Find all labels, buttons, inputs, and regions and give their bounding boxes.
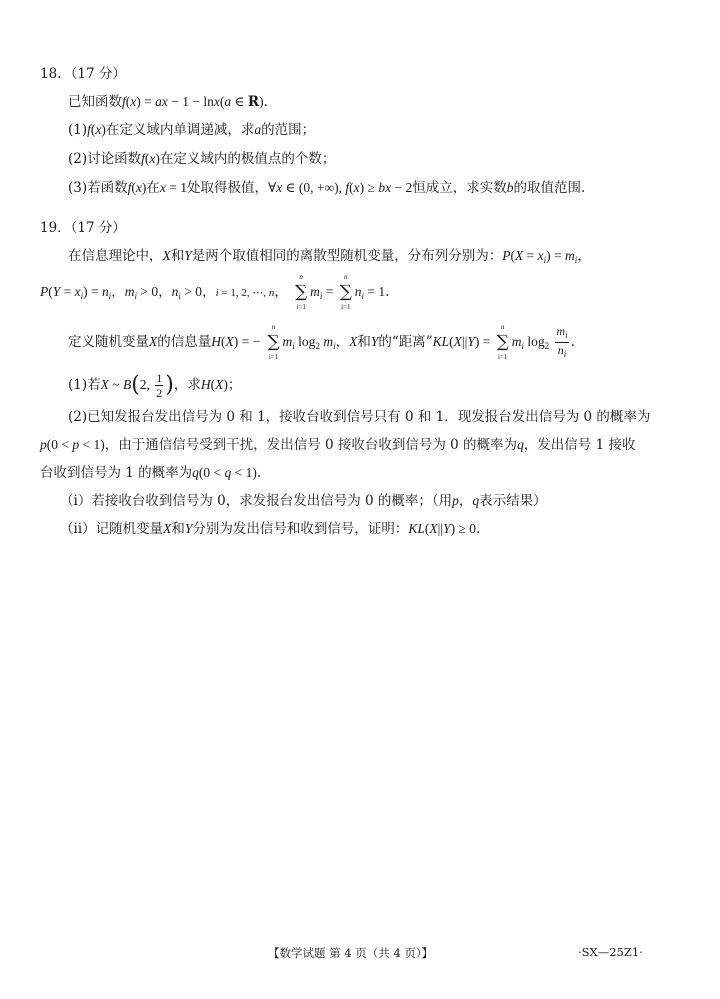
q19-header: 19．（17 分）	[40, 220, 126, 236]
q19-intro-line2: $P(Y = x_i) = n_i$，$m_i > 0$，$n_i > 0$，i = 1, 2, ⋯, n， n ∑ i=1 $m_i$ = n ∑ i=1 $n_i = 1$.	[40, 273, 390, 311]
q19-definition: 定义随机变量X的信息量H(X) = − n ∑ i=1 $m_i$ $\log_2 m_i$，X和Y的“距离”KL(X||Y) = n ∑ i=1 $m_i$ $\log_2$ $\frac{m_i}{n_i}$ .	[68, 323, 575, 361]
q18-part1: (1)f(x)在定义域内单调递减，求a的范围；	[68, 122, 316, 138]
q18-header: 18．（17 分）	[40, 66, 126, 82]
q19-part2-ii: （ⅱ）记随机变量X和Y分别为发出信号和收到信号，证明：KL(X||Y) ≥ 0.	[60, 521, 481, 537]
page-footer-center: 【数学试题 第 4 页（共 4 页）】	[268, 946, 434, 960]
q18-part3: (3)若函数f(x)在x = 1处取得极值，∀x ∈ (0, +∞), f(x) ≥ bx − 2恒成立，求实数b的取值范围.	[68, 180, 586, 196]
q19-part2-line1: (2)已知发报台发出信号为 0 和 1，接收台收到信号只有 0 和 1．现发报台发出信号为 0 的概率为	[68, 409, 651, 425]
q19-part2-i: （ⅰ）若接收台收到信号为 0，求发报台发出信号为 0 的概率；（用p，q表示结果）	[60, 493, 547, 509]
q19-part2-line2: p(0 < p < 1)，由于通信信号受到干扰，发出信号 0 接收台收到信号为 0 的概率为q，发出信号 1 接收	[40, 437, 636, 453]
q19-intro-line1: 在信息理论中，X和Y是两个取值相同的离散型随机变量，分布列分别为：$P(X = x_i) = m_i$，	[68, 248, 591, 265]
q18-intro: 已知函数f(x) = ax − 1 − lnx(a ∈ R).	[68, 94, 268, 110]
q19-part1: (1)若X ~ B(2, $\frac{1}{2}$ )，求H(X)；	[68, 371, 242, 400]
q18-part2: (2)讨论函数f(x)在定义域内的极值点的个数；	[68, 151, 336, 167]
page-footer-right: ·SX—25Z1·	[578, 945, 643, 959]
q19-part2-line3: 台收到信号为 1 的概率为q(0 < q < 1).	[40, 465, 262, 481]
